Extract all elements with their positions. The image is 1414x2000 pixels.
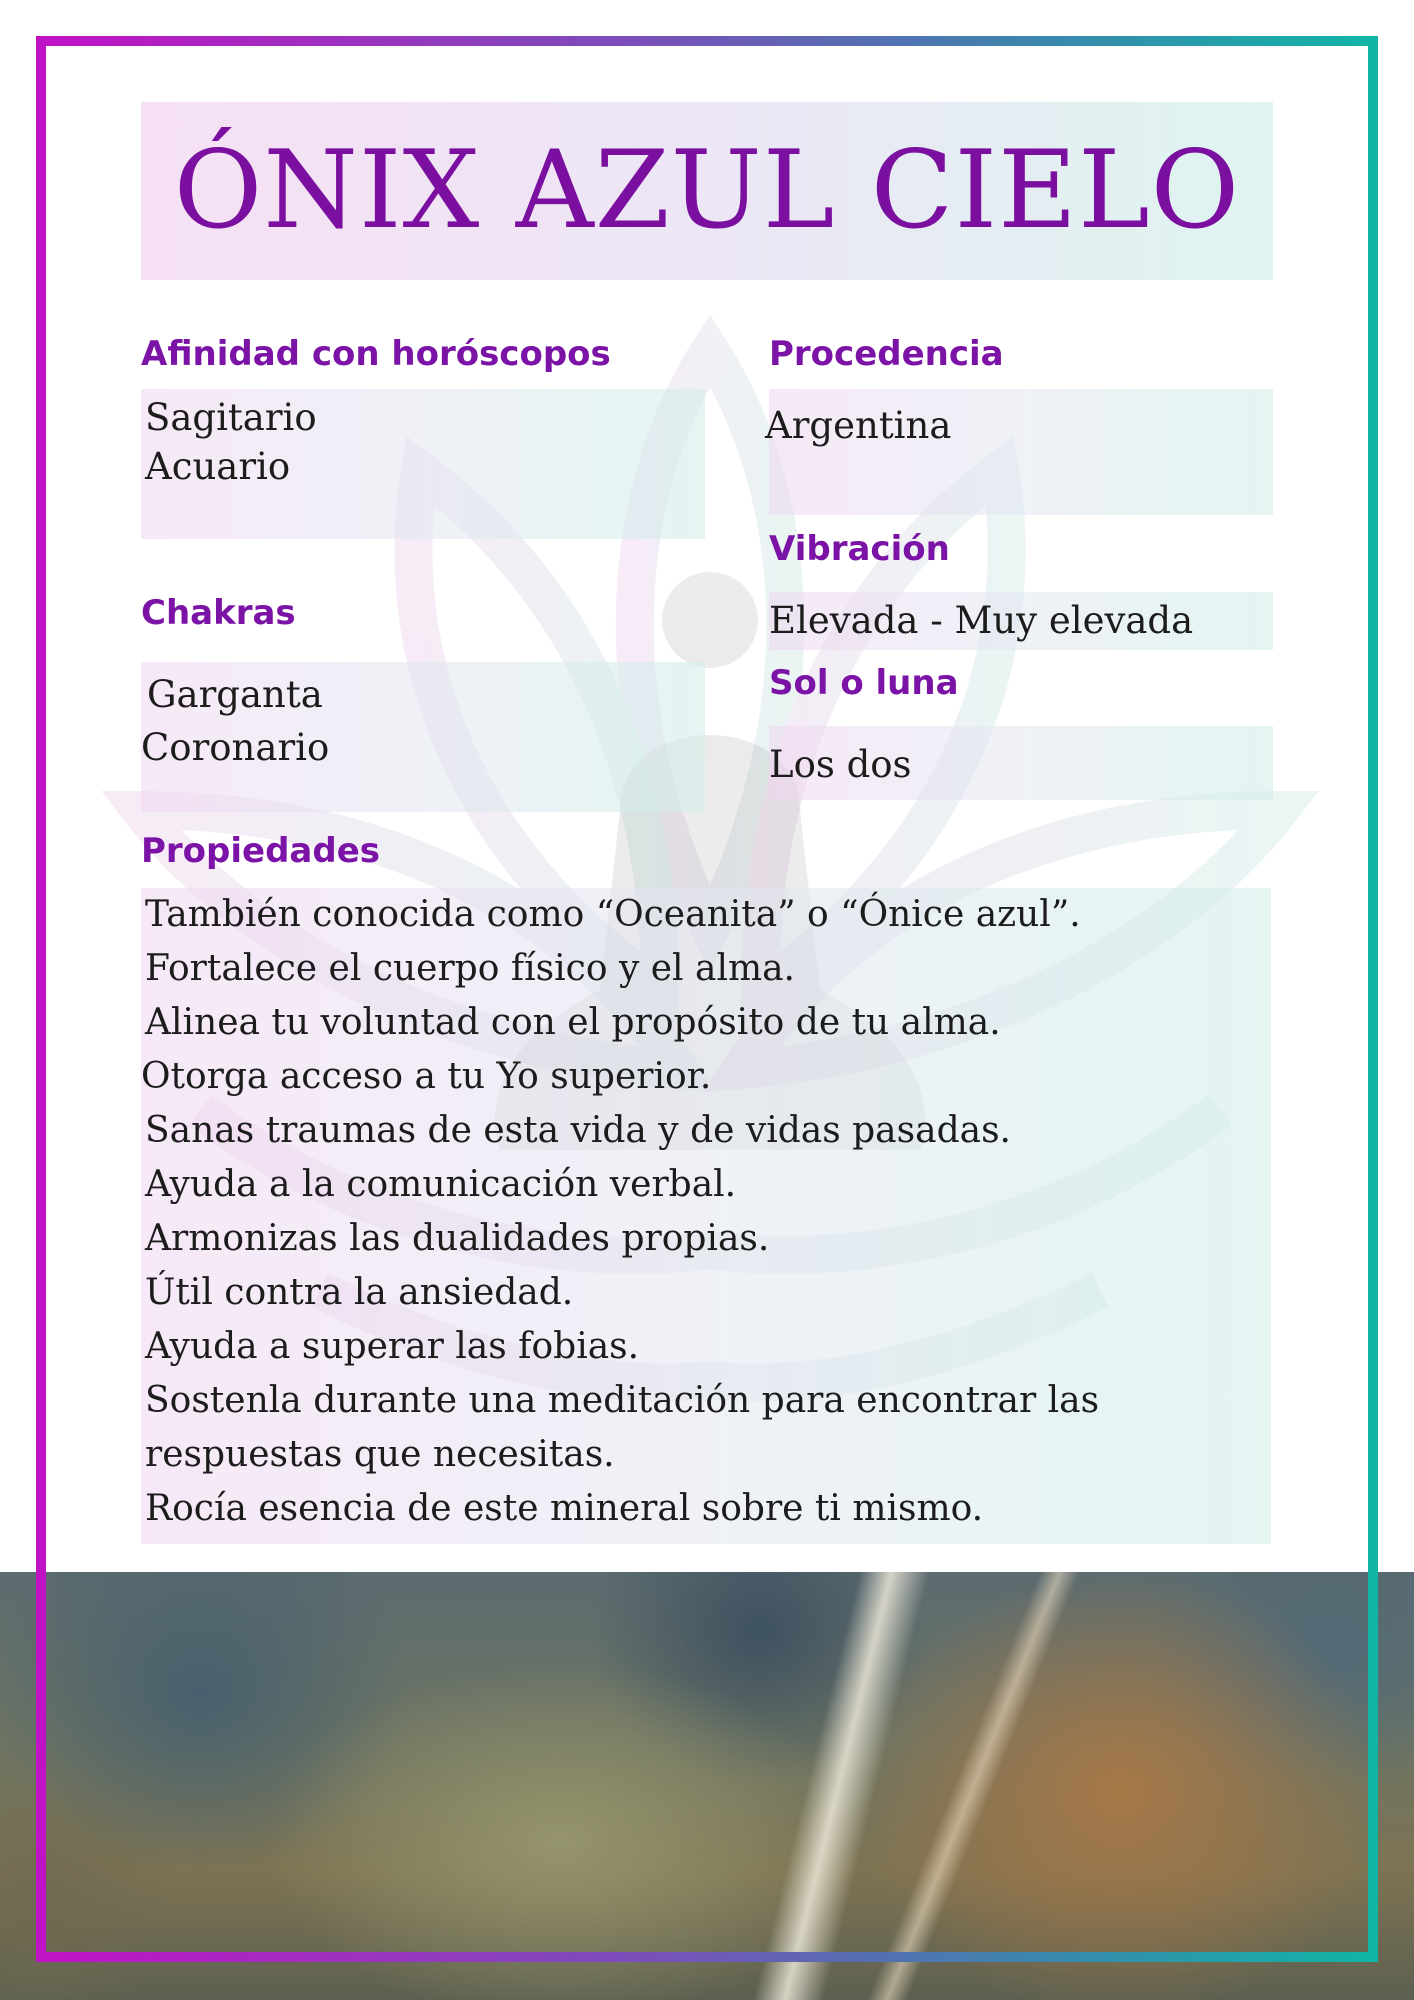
property-line: Sostenla durante una meditación para encontrar las bbox=[145, 1380, 1100, 1421]
vibration-value: Elevada - Muy elevada bbox=[769, 599, 1194, 642]
page-title: ÓNIX AZUL CIELO bbox=[173, 128, 1241, 253]
property-line: Ayuda a superar las fobias. bbox=[145, 1326, 640, 1367]
vibration-box bbox=[769, 592, 1273, 650]
chakras-box bbox=[141, 662, 705, 812]
chakras-heading: Chakras bbox=[141, 593, 296, 633]
property-line: Rocía esencia de este mineral sobre ti mismo. bbox=[145, 1488, 984, 1529]
property-line: Armonizas las dualidades propias. bbox=[145, 1218, 770, 1259]
sun-moon-value: Los dos bbox=[769, 743, 912, 786]
properties-heading: Propiedades bbox=[141, 831, 381, 871]
horoscopes-heading: Afinidad con horóscopos bbox=[141, 334, 611, 374]
property-line: Ayuda a la comunicación verbal. bbox=[145, 1164, 737, 1205]
origin-heading: Procedencia bbox=[769, 334, 1004, 374]
sun-moon-box bbox=[769, 726, 1273, 800]
chakra-value: Coronario bbox=[141, 726, 330, 769]
title-banner bbox=[141, 102, 1273, 280]
property-line: Otorga acceso a tu Yo superior. bbox=[141, 1056, 712, 1097]
properties-box bbox=[141, 888, 1271, 1544]
property-line: Útil contra la ansiedad. bbox=[145, 1272, 574, 1313]
origin-value: Argentina bbox=[765, 404, 952, 447]
sun-moon-heading: Sol o luna bbox=[769, 663, 959, 703]
property-line: También conocida como “Oceanita” o “Ónice azul”. bbox=[145, 894, 1081, 935]
chakra-value: Garganta bbox=[147, 673, 323, 716]
property-line: Sanas traumas de esta vida y de vidas pasadas. bbox=[145, 1110, 1012, 1151]
horoscope-value: Sagitario bbox=[145, 396, 317, 439]
origin-box bbox=[765, 389, 1273, 515]
vibration-heading: Vibración bbox=[769, 529, 950, 569]
horoscope-value: Acuario bbox=[145, 445, 291, 488]
property-line: Alinea tu voluntad con el propósito de tu alma. bbox=[145, 1002, 1001, 1043]
property-line: Fortalece el cuerpo físico y el alma. bbox=[145, 948, 796, 989]
property-line: respuestas que necesitas. bbox=[145, 1434, 615, 1475]
horoscopes-box bbox=[141, 389, 705, 539]
